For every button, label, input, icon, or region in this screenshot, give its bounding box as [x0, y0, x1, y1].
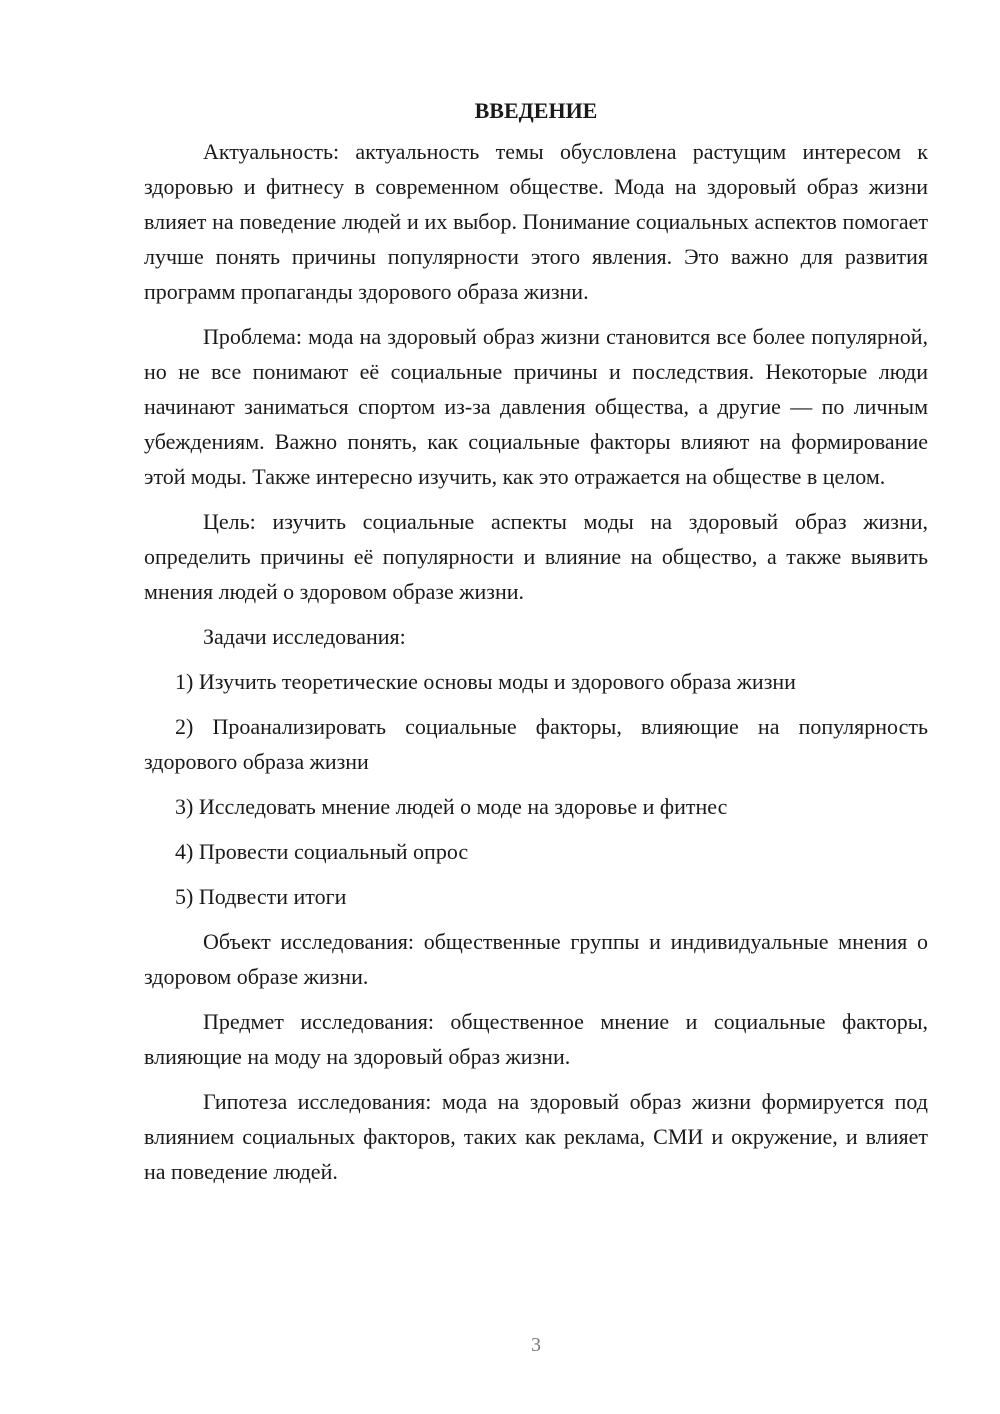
section-heading: ВВЕДЕНИЕ	[474, 98, 598, 123]
paragraph-problem: Проблема: мода на здоровый образ жизни становится все более популярной, но не все понимают её социальные причины и последствия. Некоторые люди начинают заниматься спортом из-за давления общества, а другие — по личным убеждениям. Важно понять, как социальные факторы влияют на формирование этой моды. Также интересно изучить, как это отражается на обществе в целом.	[144, 324, 928, 489]
paragraph-goal: Цель: изучить социальные аспекты моды на здоровый образ жизни, определить причины её популярности и влияние на общество, а также выявить мнения людей о здоровом образе жизни.	[144, 509, 928, 604]
paragraph-object: Объект исследования: общественные группы и индивидуальные мнения о здоровом образе жизни.	[144, 929, 928, 989]
document-body	[144, 93, 928, 1199]
paragraph-tasks-title: Задачи исследования:	[203, 624, 406, 649]
paragraph-relevance: Актуальность: актуальность темы обусловлена растущим интересом к здоровью и фитнесу в современном обществе. Мода на здоровый образ жизни влияет на поведение людей и их выбор. Понимание социальных аспектов помогает лучше понять причины популярности этого явления. Это важно для развития программ пропаганды здорового образа жизни.	[144, 139, 928, 304]
task-item-5: 5) Подвести итоги	[175, 884, 347, 909]
page-number: 3	[531, 1334, 541, 1356]
task-item-1: 1) Изучить теоретические основы моды и здорового образа жизни	[175, 669, 796, 694]
task-item-4: 4) Провести социальный опрос	[175, 839, 469, 864]
task-item-3: 3) Исследовать мнение людей о моде на здоровье и фитнес	[175, 794, 728, 819]
paragraph-subject: Предмет исследования: общественное мнение и социальные факторы, влияющие на моду на здоровый образ жизни.	[144, 1009, 928, 1069]
task-item-2: 2) Проанализировать социальные факторы, влияющие на популярность здорового образа жизни	[144, 714, 928, 774]
paragraph-hypothesis: Гипотеза исследования: мода на здоровый образ жизни формируется под влиянием социальных факторов, таких как реклама, СМИ и окружение, и влияет на поведение людей.	[144, 1089, 928, 1184]
